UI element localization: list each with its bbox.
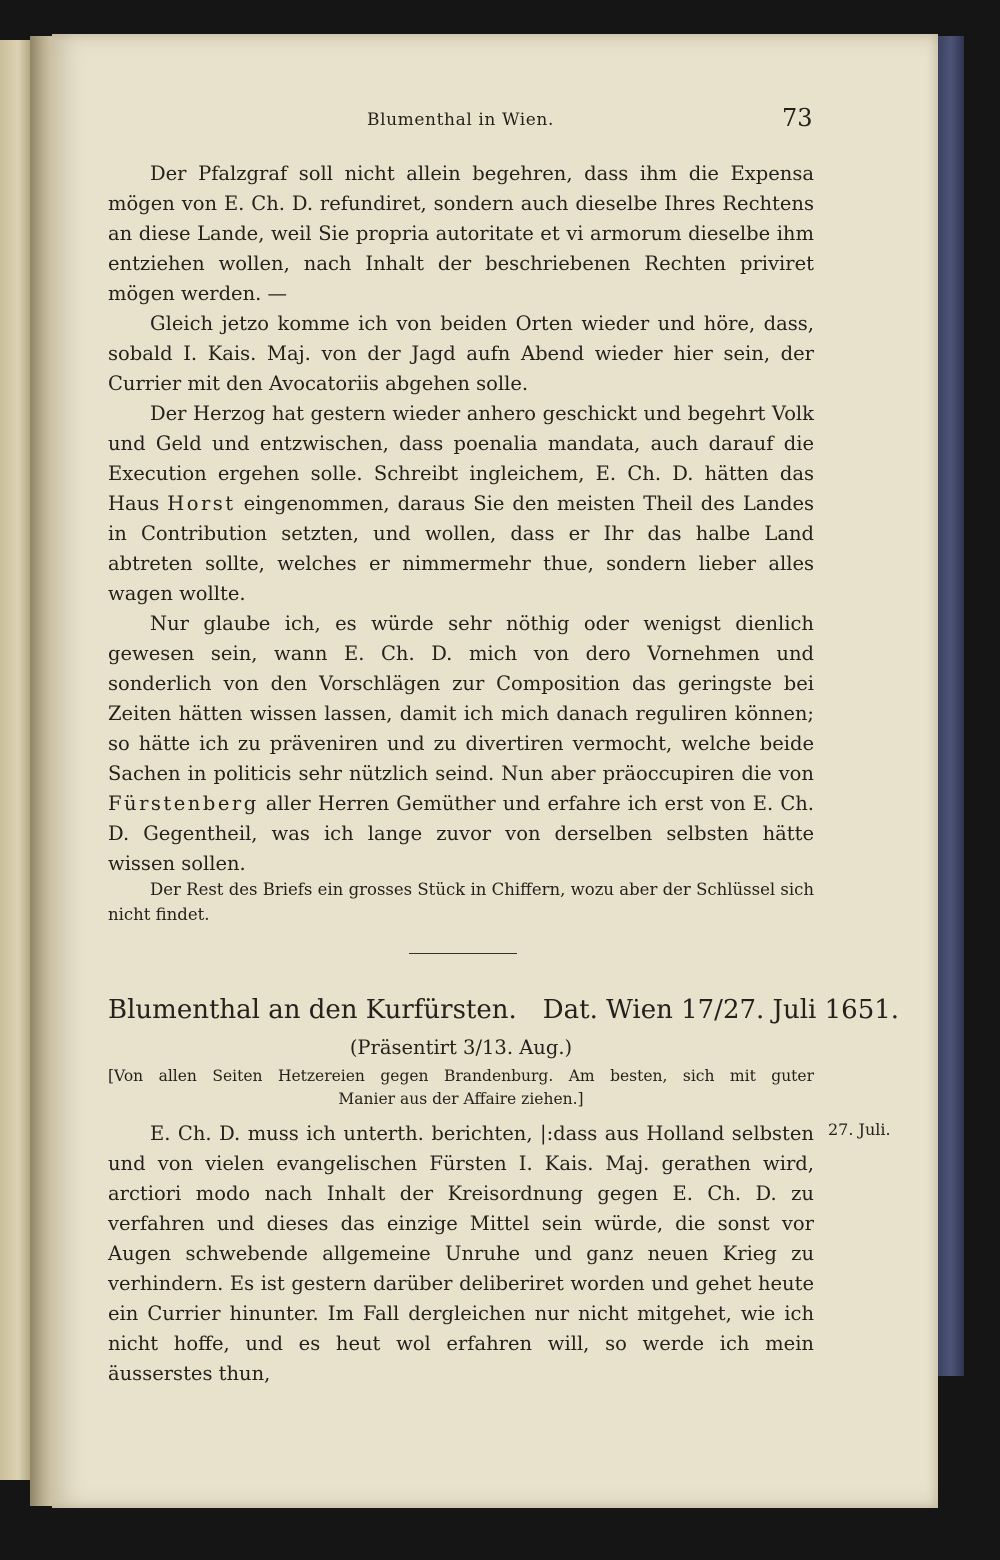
paragraph-pfalzgraf: Der Pfalzgraf soll nicht allein begehren, dass ihm die Expensa mögen von E. Ch. D. refundiret, sondern auch dieselbe Ihres Rechtens an diese Lande, weil Sie propria autoritate et vi armorum dieselbe ihm entziehen wollen, nach Inhalt der beschriebenen Rechten priviret mögen werden. —: [108, 162, 814, 305]
letter-summary-line-1: [Von allen Seiten Hetzereien gegen Brandenburg. Am besten, sich mit guter: [108, 1067, 814, 1085]
letter-summary: [108, 1065, 814, 1111]
letter-paragraph: E. Ch. D. muss ich unterth. berichten, |:dass aus Holland selbsten und von vielen evangelischen Fürsten I. Kais. Maj. gerathen wird, arctiori modo nach Inhalt der Kreisordnung gegen E. Ch. D. zu verfahren und dieses das einzige Mittel sein würde, die sonst vor Augen schwebende allgemeine Unruhe und ganz neuen Krieg zu verhindern. Es ist gestern darüber deliberiret worden und gehet heute ein Currier hinunter. Im Fall dergleichen nur nicht mitgehet, wie ich nicht hoffe, und es heut wol erfahren will, so werde ich mein äusserstes thun,: [108, 1122, 814, 1385]
paragraph-nur-glaube: [108, 609, 814, 879]
paragraph-nur-glaube-text-2: aller Herren Gemüther und erfahre ich erst von E. Ch. D. Gegentheil, was ich lange zuvor von derselben selbsten hätte wissen sollen.: [108, 792, 814, 875]
place-name-horst: Horst: [167, 492, 236, 515]
running-head: Blumenthal in Wien.: [367, 110, 554, 130]
letter-received-date: (Präsentirt 3/13. Aug.): [349, 1036, 573, 1059]
paragraph-gleich-jetzo: Gleich jetzo komme ich von beiden Orten wieder und höre, dass, sobald I. Kais. Maj. von der Jagd aufn Abend wieder hier sein, der Currier mit den Avocatoriis abgehen solle.: [108, 312, 814, 395]
section-divider: [409, 953, 517, 954]
book-page: [52, 34, 938, 1508]
previous-page-edge: [0, 40, 30, 1480]
paragraph-herzog: [108, 399, 814, 609]
book-cover-edge: [938, 36, 964, 1376]
editorial-note: Der Rest des Briefs ein grosses Stück in Chiffern, wozu aber der Schlüssel sich nicht findet.: [108, 880, 814, 924]
letter-heading-date: Dat. Wien 17/27. Juli 1651.: [542, 995, 900, 1025]
letter-heading-sender: Blumenthal an den Kurfürsten.: [108, 995, 517, 1025]
paragraph-herzog-text-2: eingenommen, daraus Sie den meisten Theil des Landes in Contribution setzten, und wollen, dass er Ihr das halbe Land abtreten sollte, welches er nimmermehr thue, sondern lieber alles wagen wollte.: [108, 492, 814, 605]
paragraph-herzog-text-1: Der Herzog hat gestern wieder anhero geschickt und begehrt Volk und Geld und entzwischen, dass poenalia mandata, auch darauf die Execution ergehen solle. Schreibt ingleichem, E. Ch. D. hätten das Haus: [108, 402, 814, 515]
paragraph-nur-glaube-text-1: Nur glaube ich, es würde sehr nöthig oder wenigst dienlich gewesen sein, wann E. Ch. D. mich von dero Vornehmen und sonderlich von den Vorschlägen zur Composition das geringste bei Zeiten hätten wissen lassen, damit ich mich danach reguliren können; so hätte ich zu präveniren und zu divertiren vermocht, welche beide Sachen in politicis sehr nützlich seind. Nun aber präoccupiren die von: [108, 612, 814, 785]
name-fuerstenberg: Fürstenberg: [108, 792, 259, 815]
letter-summary-line-2: Manier aus der Affaire ziehen.]: [338, 1090, 584, 1108]
margin-date: 27. Juli.: [828, 1120, 891, 1139]
page-number: 73: [782, 104, 813, 132]
letter-heading: [108, 992, 900, 1028]
